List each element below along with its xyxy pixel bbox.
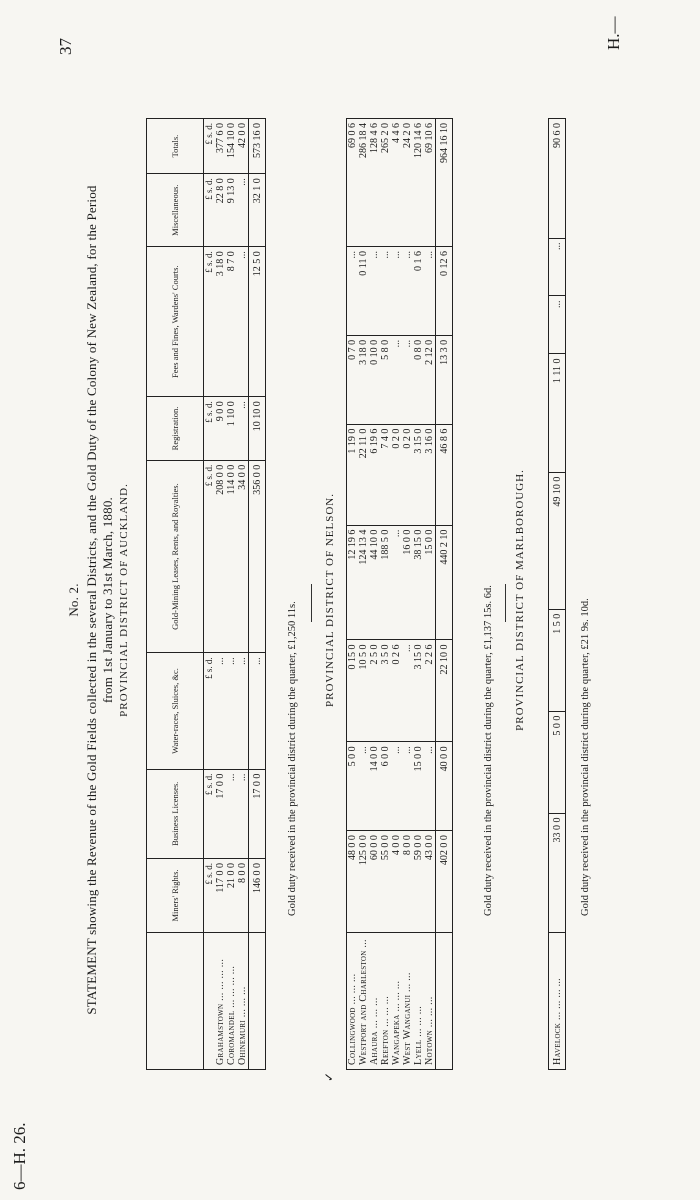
table-row: Collingwood ... ... ... 48 0 0 5 0 0 0 15 0 12 19 6 1 19 0 0 7 0 ... 69 0 6 xyxy=(347,119,359,1070)
cell-misc: ... xyxy=(369,247,380,336)
section-divider xyxy=(505,584,506,622)
cell-miners: 60 0 0 xyxy=(369,831,380,933)
cell-totals: 286 18 4 xyxy=(358,119,369,247)
cell-water: 2 2 6 xyxy=(424,640,436,742)
margin-mark: ✓ xyxy=(322,1071,336,1082)
cell-fees: ... xyxy=(549,296,566,354)
cell-misc: ... xyxy=(347,247,359,336)
cell-misc: ... xyxy=(391,247,402,336)
cell-totals: 265 2 0 xyxy=(380,119,391,247)
cell-totals: 154 10 0 xyxy=(226,119,237,174)
table-row: Havelock ... ... ... ... 33 0 0 5 0 0 1 5 0 49 10 0 1 11 0 ... ... 90 6 0 xyxy=(549,119,566,1070)
cell-water: 1 5 0 xyxy=(549,609,566,711)
cell-water: 10 5 0 xyxy=(358,640,369,742)
page-code: H.— xyxy=(604,16,623,50)
cell-water: 0 15 0 xyxy=(347,640,359,742)
units-label: £ s. d. xyxy=(204,174,216,247)
table-row: Ahaura ... ... ... 60 0 0 14 0 0 2 5 0 44 10 0 6 19 6 0 10 0 ... 128 4 6 xyxy=(369,119,380,1070)
row-label: West Wanganui xyxy=(402,994,413,1065)
cell-fees: 0 7 0 xyxy=(347,335,359,424)
table-row: Coromandel ... ... ... ... 21 0 0 ... ... 114 0 0 1 10 0 8 7 0 9 13 0 154 10 0 xyxy=(226,119,237,1070)
cell-registration: 22 11 0 xyxy=(358,424,369,525)
column-header-leases: Gold-Mining Leases, Rents, and Royalties. xyxy=(147,460,204,653)
total-leases: 356 0 0 xyxy=(249,460,266,653)
column-header-business-licenses: Business Licenses. xyxy=(147,769,204,858)
column-header-district xyxy=(147,933,204,1070)
total-miners: 146 0 0 xyxy=(249,858,266,932)
cell-fees: 2 12 0 xyxy=(424,335,436,424)
nelson-gold-duty-note: Gold duty received in the provincial district during the quarter, £1,137 15s. 6d. xyxy=(483,585,494,916)
cell-leases: 12 19 6 xyxy=(347,525,359,640)
cell-business: ... xyxy=(391,742,402,831)
units-label: £ s. d. xyxy=(204,397,216,461)
units-label: £ s. d. xyxy=(204,247,216,397)
section-divider xyxy=(311,584,312,622)
table-row: Ohinemuri ... ... ... 8 0 0 ... ... 34 0 0 ... ... ... 42 0 0 xyxy=(237,119,249,1070)
document-period: from 1st January to 31st March, 1880. xyxy=(100,497,115,703)
nelson-table xyxy=(346,118,453,1070)
cell-misc: ... xyxy=(237,174,249,247)
cell-miners: 125 0 0 xyxy=(358,831,369,933)
auckland-gold-duty-note: Gold duty received in the provincial district during the quarter, £1,250 11s. xyxy=(287,601,298,916)
cell-registration: 9 0 0 xyxy=(215,397,226,461)
total-totals: 964 16 10 xyxy=(436,119,453,247)
document-number: No. 2. xyxy=(66,583,81,617)
cell-miners: 8 0 0 xyxy=(237,858,249,932)
cell-registration: 0 2 0 xyxy=(391,424,402,525)
cell-registration: 1 10 0 xyxy=(226,397,237,461)
cell-totals: 128 4 6 xyxy=(369,119,380,247)
cell-water: 3 15 0 xyxy=(413,640,424,742)
cell-business: 6 0 0 xyxy=(380,742,391,831)
table-row: West Wanganui ... ... 8 0 0 ... ... 16 0 0 0 2 0 ... ... 24 2 0 xyxy=(402,119,413,1070)
cell-registration: 6 19 6 xyxy=(369,424,380,525)
units-label: £ s. d. xyxy=(204,769,216,858)
cell-misc: ... xyxy=(402,247,413,336)
cell-miners: 43 0 0 xyxy=(424,831,436,933)
total-row xyxy=(249,119,266,1070)
table-row: Reefton ... ... ... 55 0 0 6 0 0 3 5 0 188 5 0 7 4 0 5 8 0 ... 265 2 0 xyxy=(380,119,391,1070)
total-business: 17 0 0 xyxy=(249,769,266,858)
column-header-miners-rights: Miners' Rights. xyxy=(147,858,204,932)
cell-miners: 59 0 0 xyxy=(413,831,424,933)
total-business: 40 0 0 xyxy=(436,742,453,831)
marlborough-district-title: PROVINCIAL DISTRICT OF MARLBOROUGH. xyxy=(514,469,526,731)
marlborough-gold-duty-note: Gold duty received in the provincial district during the quarter, £21 9s. 10d. xyxy=(580,598,591,916)
cell-registration: ... xyxy=(237,397,249,461)
cell-business: ... xyxy=(226,769,237,858)
units-label: £ s. d. xyxy=(204,460,216,653)
column-header-totals: Totals. xyxy=(147,119,204,174)
total-registration: 46 8 6 xyxy=(436,424,453,525)
cell-miners: 117 0 0 xyxy=(215,858,226,932)
cell-leases: 49 10 0 xyxy=(549,472,566,609)
cell-fees: 5 8 0 xyxy=(380,335,391,424)
document-title: STATEMENT showing the Revenue of the Gold Fields collected in the several Districts, and the Gold Duty of the Colony of New Zealand, for the Period xyxy=(84,185,99,1015)
row-label: Notown xyxy=(424,1030,435,1065)
nelson-district-title: PROVINCIAL DISTRICT OF NELSON. xyxy=(324,493,336,707)
cell-business: ... xyxy=(402,742,413,831)
cell-water: 2 5 0 xyxy=(369,640,380,742)
page-number: 37 xyxy=(56,38,75,55)
cell-leases: 188 5 0 xyxy=(380,525,391,640)
row-label: Havelock xyxy=(551,1022,563,1065)
cell-business: 15 0 0 xyxy=(413,742,424,831)
cell-fees: ... xyxy=(237,247,249,397)
table-row: Grahamstown ... ... ... ... 117 0 0 17 0 0 ... 208 0 0 9 0 0 3 18 0 22 8 0 377 6 0 xyxy=(215,119,226,1070)
row-label: Ahaura ... xyxy=(369,1019,380,1065)
cell-leases: 124 13 4 xyxy=(358,525,369,640)
cell-business: 5 0 0 xyxy=(549,711,566,813)
total-leases: 440 2 10 xyxy=(436,525,453,640)
cell-fees: 3 18 0 xyxy=(358,335,369,424)
column-header-miscellaneous: Miscellaneous. xyxy=(147,174,204,247)
cell-leases: 16 0 0 xyxy=(402,525,413,640)
total-misc: 32 1 0 xyxy=(249,174,266,247)
cell-totals: 90 6 0 xyxy=(549,119,566,239)
cell-totals: 42 0 0 xyxy=(237,119,249,174)
total-registration: 10 10 0 xyxy=(249,397,266,461)
cell-water: ... xyxy=(215,653,226,769)
auckland-table xyxy=(146,118,266,1070)
column-header-registration: Registration. xyxy=(147,397,204,461)
cell-misc: ... xyxy=(380,247,391,336)
cell-fees: ... xyxy=(391,335,402,424)
cell-registration: 3 15 0 xyxy=(413,424,424,525)
total-water: ... xyxy=(249,653,266,769)
cell-registration: 7 4 0 xyxy=(380,424,391,525)
cell-misc: 22 8 0 xyxy=(215,174,226,247)
column-header-water-races: Water-races, Sluices, &c. xyxy=(147,653,204,769)
cell-misc: ... xyxy=(424,247,436,336)
cell-registration: 1 19 0 xyxy=(347,424,359,525)
cell-business: ... xyxy=(358,742,369,831)
cell-business: ... xyxy=(237,769,249,858)
table-row: Lyell ... ... ... 59 0 0 15 0 0 3 15 0 38 15 0 3 15 0 0 8 0 0 1 6 120 14 6 xyxy=(413,119,424,1070)
total-row xyxy=(436,119,453,1070)
row-label: Coromandel ... xyxy=(226,999,237,1065)
table-row: Wangapeka ... ... ... 4 0 0 ... 0 2 6 ... 0 2 0 ... ... 4 4 6 xyxy=(391,119,402,1070)
cell-business: 5 0 0 xyxy=(347,742,359,831)
row-label: Ohinemuri xyxy=(237,1020,248,1065)
cell-misc: ... xyxy=(549,238,566,296)
cell-water: ... xyxy=(402,640,413,742)
cell-totals: 69 0 6 xyxy=(347,119,359,247)
cell-business: ... xyxy=(424,742,436,831)
units-label: £ s. d. xyxy=(204,119,216,174)
cell-leases: 15 0 0 xyxy=(424,525,436,640)
cell-business: 17 0 0 xyxy=(215,769,226,858)
cell-registration: 1 11 0 xyxy=(549,354,566,472)
cell-leases: 114 0 0 xyxy=(226,460,237,653)
cell-leases: 38 15 0 xyxy=(413,525,424,640)
cell-leases: ... xyxy=(391,525,402,640)
units-label: £ s. d. xyxy=(204,653,216,769)
cell-fees: 8 7 0 xyxy=(226,247,237,397)
marlborough-table xyxy=(548,118,566,1070)
cell-totals: 24 2 0 xyxy=(402,119,413,247)
cell-miners: 21 0 0 xyxy=(226,858,237,932)
table-row: Westport and Charleston ... 125 0 0 ... 10 5 0 124 13 4 22 11 0 3 18 0 0 11 0 286 18 4 xyxy=(358,119,369,1070)
cell-totals: 377 6 0 xyxy=(215,119,226,174)
cell-fees: ... xyxy=(402,335,413,424)
total-misc: 0 12 6 xyxy=(436,247,453,336)
total-totals: 573 16 0 xyxy=(249,119,266,174)
row-label: Westport and Charleston xyxy=(358,950,369,1065)
cell-water: ... xyxy=(226,653,237,769)
auckland-district-title: PROVINCIAL DISTRICT OF AUCKLAND. xyxy=(118,483,130,717)
cell-misc: 0 11 0 xyxy=(358,247,369,336)
cell-leases: 208 0 0 xyxy=(215,460,226,653)
cell-totals: 4 4 6 xyxy=(391,119,402,247)
cell-fees: 0 10 0 xyxy=(369,335,380,424)
total-fees: 12 5 0 xyxy=(249,247,266,397)
cell-business: 14 0 0 xyxy=(369,742,380,831)
row-label: Grahamstown ... xyxy=(215,992,226,1065)
table-row: Notown ... ... ... 43 0 0 ... 2 2 6 15 0 0 3 16 0 2 12 0 ... 69 10 6 xyxy=(424,119,436,1070)
cell-water: 0 2 6 xyxy=(391,640,402,742)
cell-leases: 34 0 0 xyxy=(237,460,249,653)
row-label: Wangapeka ... xyxy=(391,1003,402,1065)
cell-totals: 69 10 6 xyxy=(424,119,436,247)
total-water: 22 10 0 xyxy=(436,640,453,742)
cell-fees: 3 18 0 xyxy=(215,247,226,397)
cell-miners: 55 0 0 xyxy=(380,831,391,933)
total-fees: 13 3 0 xyxy=(436,335,453,424)
row-label: Reefton xyxy=(380,1029,391,1065)
cell-miners: 48 0 0 xyxy=(347,831,359,933)
column-header-fees: Fees and Fines, Wardens' Courts. xyxy=(147,247,204,397)
row-label: Collingwood ... xyxy=(347,996,358,1065)
cell-fees: 0 8 0 xyxy=(413,335,424,424)
cell-registration: 0 2 0 xyxy=(402,424,413,525)
cell-water: 3 5 0 xyxy=(380,640,391,742)
cell-registration: 3 16 0 xyxy=(424,424,436,525)
cell-totals: 120 14 6 xyxy=(413,119,424,247)
cell-miners: 8 0 0 xyxy=(402,831,413,933)
row-label: Lyell xyxy=(413,1039,424,1065)
cell-miners: 33 0 0 xyxy=(549,813,566,932)
cell-leases: 44 10 0 xyxy=(369,525,380,640)
cell-miners: 4 0 0 xyxy=(391,831,402,933)
units-label: £ s. d. xyxy=(204,858,216,932)
cell-misc: 9 13 0 xyxy=(226,174,237,247)
total-miners: 402 0 0 xyxy=(436,831,453,933)
cell-water: ... xyxy=(237,653,249,769)
footer-reference: 6—H. 26. xyxy=(10,1122,29,1190)
cell-misc: 0 1 6 xyxy=(413,247,424,336)
